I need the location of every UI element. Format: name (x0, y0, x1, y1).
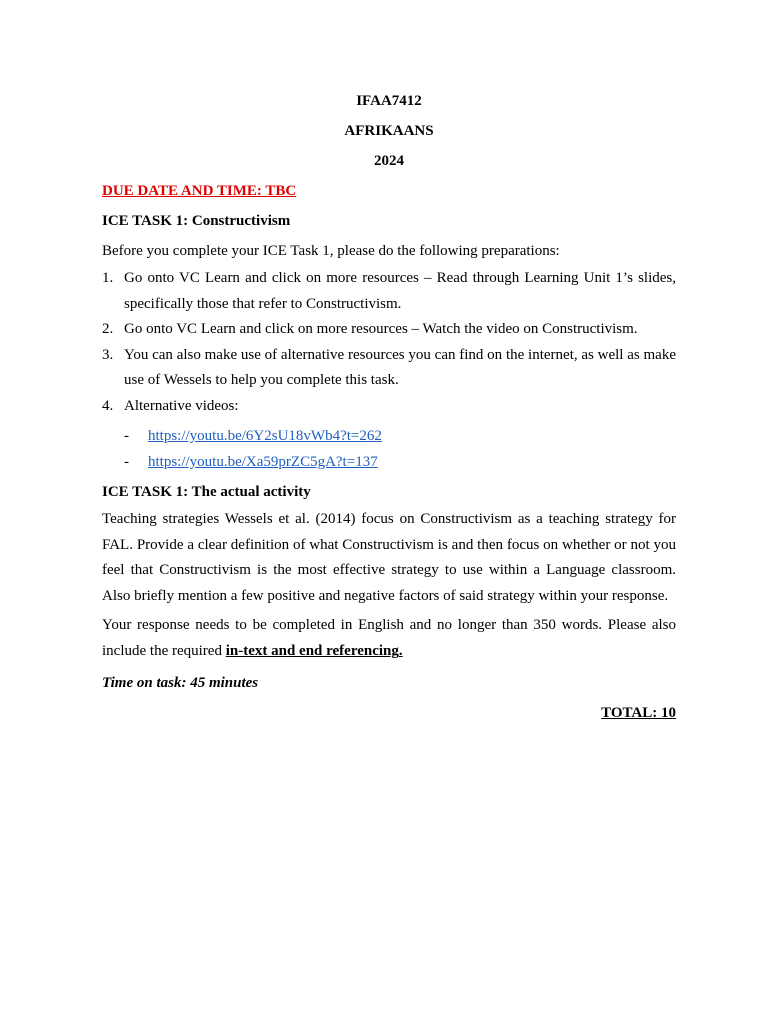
list-item (102, 266, 676, 317)
link-dash: - (124, 428, 129, 444)
subject-title: AFRIKAANS (344, 123, 434, 139)
preparation-list (102, 266, 676, 419)
list-item-text: Go onto VC Learn and click on more resources – Read through Learning Unit 1’s slides, specifically those that refer to Constructivism. (124, 270, 676, 312)
activity-paragraph: Teaching strategies Wessels et al. (2014) focus on Constructivism as a teaching strategy for FAL. Provide a clear definition of what Constructivism is and then focus on whether or not you feel that Constructivism is the most effective strategy to use within a Language classroom. Also briefly mention a few positive and negative factors of said strategy within your response. (102, 511, 676, 604)
due-date-text: DUE DATE AND TIME: TBC (102, 183, 297, 199)
list-item (102, 343, 676, 394)
total-marks: TOTAL: 10 (601, 705, 676, 721)
response-paragraph (102, 613, 676, 664)
referencing-period: . (398, 642, 403, 659)
video-link-item (102, 423, 676, 449)
response-text: Your response needs to be completed in English and no longer than 350 words. Please also include the required (102, 617, 676, 659)
document-page (102, 86, 676, 728)
section1-heading: ICE TASK 1: Constructivism (102, 213, 291, 229)
video-link-1[interactable]: https://youtu.be/6Y2sU18vWb4?t=262 (148, 428, 382, 444)
list-item-number: 2. (102, 321, 114, 337)
list-item-text: Go onto VC Learn and click on more resources – Watch the video on Constructivism. (124, 321, 638, 337)
video-link-item (102, 449, 676, 475)
section2-heading: ICE TASK 1: The actual activity (102, 484, 311, 500)
course-code: IFAA7412 (356, 93, 422, 109)
list-item (102, 317, 676, 343)
referencing-emphasis: in-text and end referencing (225, 642, 399, 659)
list-item (102, 394, 676, 420)
list-item-number: 3. (102, 346, 114, 363)
time-on-task: Time on task: 45 minutes (102, 675, 259, 691)
list-item-number: 1. (102, 270, 114, 286)
section1-intro: Before you complete your ICE Task 1, please do the following preparations: (102, 243, 560, 259)
video-link-2[interactable]: https://youtu.be/Xa59prZC5gA?t=137 (148, 454, 378, 470)
list-item-text: Alternative videos: (124, 397, 239, 414)
link-dash: - (124, 454, 129, 470)
list-item-number: 4. (102, 397, 114, 414)
list-item-text: You can also make use of alternative resources you can find on the internet, as well as make use of Wessels to help you complete this task. (124, 346, 676, 388)
video-links-list (102, 423, 676, 475)
year-label: 2024 (374, 153, 404, 169)
due-date-line (102, 176, 676, 206)
